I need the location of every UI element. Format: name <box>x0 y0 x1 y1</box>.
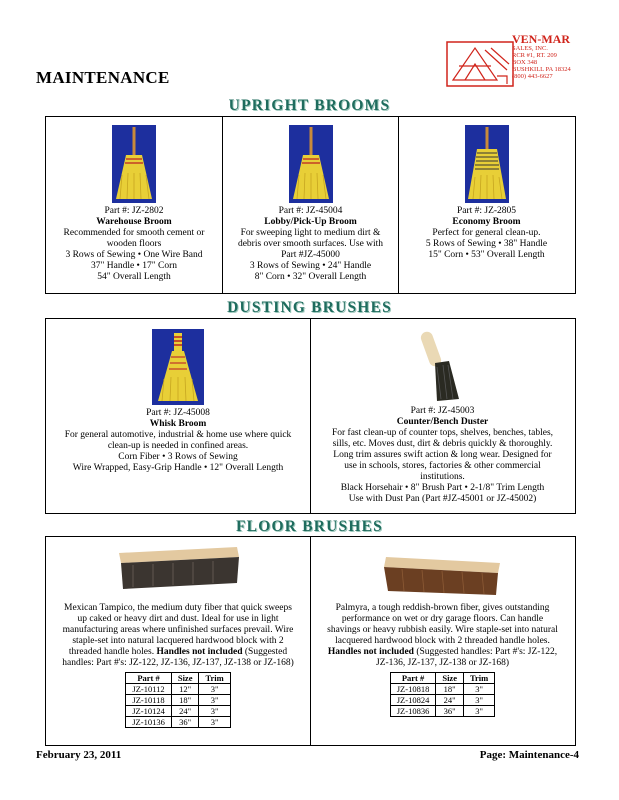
table-row <box>126 717 231 728</box>
company-line: RCR #1, RT. 209 <box>512 52 557 59</box>
description-line: staple-set into natural lacquered hardwood block with 2 <box>72 636 284 646</box>
part-number: Part #: JZ-45008 <box>146 408 210 418</box>
description-line <box>311 647 574 658</box>
cell-part: JZ-10118 <box>126 695 172 706</box>
description-line: 3 Rows of Sewing • One Wire Band <box>65 250 203 260</box>
description-line: 8" Corn • 32" Overall Length <box>254 272 367 282</box>
description-line: Mexican Tampico, the medium duty fiber that quick sweeps <box>64 603 292 613</box>
description-line: handles: Part #'s: JZ-122, JZ-136, JZ-137, JZ-138 or JZ-168) <box>62 658 294 668</box>
company-line: SALES, INC. <box>512 45 548 52</box>
product-counter-bench-duster <box>310 319 574 513</box>
column-header: Part # <box>390 673 436 684</box>
table-row <box>126 695 231 706</box>
part-number: Part #: JZ-2805 <box>456 206 517 216</box>
description-line: 15" Corn • 53" Overall Length <box>428 250 545 260</box>
column-header: Trim <box>463 673 494 684</box>
description-line: Corn Fiber • 3 Rows of Sewing <box>118 452 238 462</box>
page-title: MAINTENANCE <box>36 68 170 87</box>
product-floor-brush-tampico <box>46 537 310 745</box>
section-heading-floor: FLOOR BRUSHES <box>236 518 383 535</box>
company-name: VEN-MAR <box>512 32 570 46</box>
section-heading-upright: UPRIGHT BROOMS <box>228 97 391 114</box>
cell-part: JZ-10824 <box>390 695 436 706</box>
handles-note: Handles not included <box>327 647 414 657</box>
part-number: Part #: JZ-2802 <box>104 206 164 216</box>
description-text: (Suggested handles: Part #'s: JZ-122, <box>413 647 558 657</box>
company-address <box>512 34 602 80</box>
cell-size: 12" <box>171 684 199 695</box>
cell-size: 24" <box>171 706 199 717</box>
parts-table <box>125 672 231 728</box>
description-line: 54" Overall Length <box>97 272 171 282</box>
cell-part: JZ-10136 <box>126 717 172 728</box>
part-number: Part #: JZ-45004 <box>278 206 343 216</box>
column-header: Size <box>171 673 199 684</box>
description-line: institutions. <box>420 472 465 482</box>
description-line: shavings or heavy rubbish easily. Wire staple-set into natural <box>327 625 558 635</box>
broom-image <box>465 125 509 203</box>
company-line: BUSHKILL PA 18324 <box>512 66 571 73</box>
description-line: lacquered hardwood block with 2 threaded handle holes. <box>335 636 550 646</box>
company-line: (800) 443-6627 <box>512 73 553 80</box>
description-text: threaded handle holes. <box>68 647 157 657</box>
table-row <box>390 684 495 695</box>
cell-size: 36" <box>171 717 199 728</box>
product-floor-brush-palmyra <box>310 537 574 745</box>
description-line: Wire Wrapped, Easy-Grip Handle • 12" Overall Length <box>72 463 284 473</box>
cell-size: 24" <box>436 695 464 706</box>
description-line: manufacturing areas where unfinished surfaces prevail. Wire <box>62 625 294 635</box>
cell-part: JZ-10112 <box>126 684 172 695</box>
description-line: For general automotive, industrial & home use where quick <box>64 430 292 440</box>
section-heading-dusting: DUSTING BRUSHES <box>227 299 392 316</box>
cell-part: JZ-10124 <box>126 706 172 717</box>
description-line: Recommended for smooth cement or <box>63 228 205 238</box>
description-line: clean-up is needed in confined areas. <box>107 441 249 451</box>
cell-size: 18" <box>171 695 199 706</box>
footer-page-number: Page: Maintenance-4 <box>479 749 579 761</box>
cell-trim: 3" <box>463 695 494 706</box>
description-line <box>46 647 310 658</box>
description-line: use in schools, stores, factories & other commercial <box>344 461 541 471</box>
description-line: Palmyra, a tough reddish-brown fiber, gives outstanding <box>335 603 550 613</box>
cell-trim: 3" <box>199 695 230 706</box>
description-line: Perfect for general clean-up. <box>432 228 541 238</box>
description-line: Long trim assures swift action & long wear. Designed for <box>333 450 552 460</box>
description-line: For sweeping light to medium dirt & <box>240 228 381 238</box>
description-line: Use with Dust Pan (Part #JZ-45001 or JZ-45002) <box>348 494 537 504</box>
table-row <box>390 695 495 706</box>
product-economy-broom <box>398 117 574 293</box>
broom-image <box>112 125 156 203</box>
cell-part: JZ-10818 <box>390 684 436 695</box>
floor-brushes-box <box>45 536 576 746</box>
column-header: Trim <box>199 673 230 684</box>
cell-trim: 3" <box>199 684 230 695</box>
whisk-broom-image <box>152 329 204 405</box>
description-line: Black Horsehair • 8" Brush Part • 2-1/8" Trim Length <box>340 483 545 493</box>
cell-trim: 3" <box>463 684 494 695</box>
description-line: 3 Rows of Sewing • 24" Handle <box>249 261 372 271</box>
cell-trim: 3" <box>199 717 230 728</box>
floor-brush-image <box>378 551 508 599</box>
description-line: debris over smooth surfaces. Use with <box>237 239 384 249</box>
product-name: Warehouse Broom <box>96 217 172 227</box>
cell-size: 36" <box>436 706 464 717</box>
company-line: BOX 348 <box>512 59 538 66</box>
product-name: Counter/Bench Duster <box>396 417 489 427</box>
bench-duster-image <box>413 327 473 403</box>
product-name: Lobby/Pick-Up Broom <box>264 217 357 227</box>
product-whisk-broom <box>46 319 310 513</box>
table-row <box>390 706 495 717</box>
dusting-brushes-box <box>45 318 576 514</box>
table-row <box>126 684 231 695</box>
description-text: (Suggested <box>242 647 288 657</box>
description-line: 37" Handle • 17" Corn <box>90 261 177 271</box>
broom-image <box>289 125 333 203</box>
description-line: up caked or heavy dirt and dust. Ideal for use in light <box>77 614 279 624</box>
cell-trim: 3" <box>463 706 494 717</box>
description-line: JZ-136, JZ-137, JZ-138 or JZ-168) <box>376 658 509 668</box>
product-warehouse-broom <box>46 117 222 293</box>
description-line: 5 Rows of Sewing • 38" Handle <box>425 239 548 249</box>
description-line: For fast clean-up of counter tops, shelves, benches, tables, <box>331 428 554 438</box>
column-header: Part # <box>126 673 172 684</box>
company-logo <box>445 40 515 88</box>
parts-table <box>390 672 496 717</box>
footer-date: February 23, 2011 <box>36 749 122 761</box>
product-name: Whisk Broom <box>149 419 207 429</box>
description-line: wooden floors <box>106 239 162 249</box>
description-line: sills, etc. Moves dust, dirt & debris quickly & thoroughly. <box>332 439 553 449</box>
cell-part: JZ-10836 <box>390 706 436 717</box>
part-number: Part #: JZ-45003 <box>410 406 475 416</box>
description-line: Part #JZ-45000 <box>281 250 340 260</box>
upright-brooms-box <box>45 116 576 294</box>
cell-size: 18" <box>436 684 464 695</box>
cell-trim: 3" <box>199 706 230 717</box>
handles-note: Handles not included <box>156 647 243 657</box>
description-line: performance on wet or dry garage floors. Can handle <box>341 614 544 624</box>
floor-brush-image <box>113 543 243 591</box>
product-name: Economy Broom <box>452 217 521 227</box>
table-row <box>126 706 231 717</box>
column-header: Size <box>436 673 464 684</box>
product-lobby-broom <box>222 117 398 293</box>
